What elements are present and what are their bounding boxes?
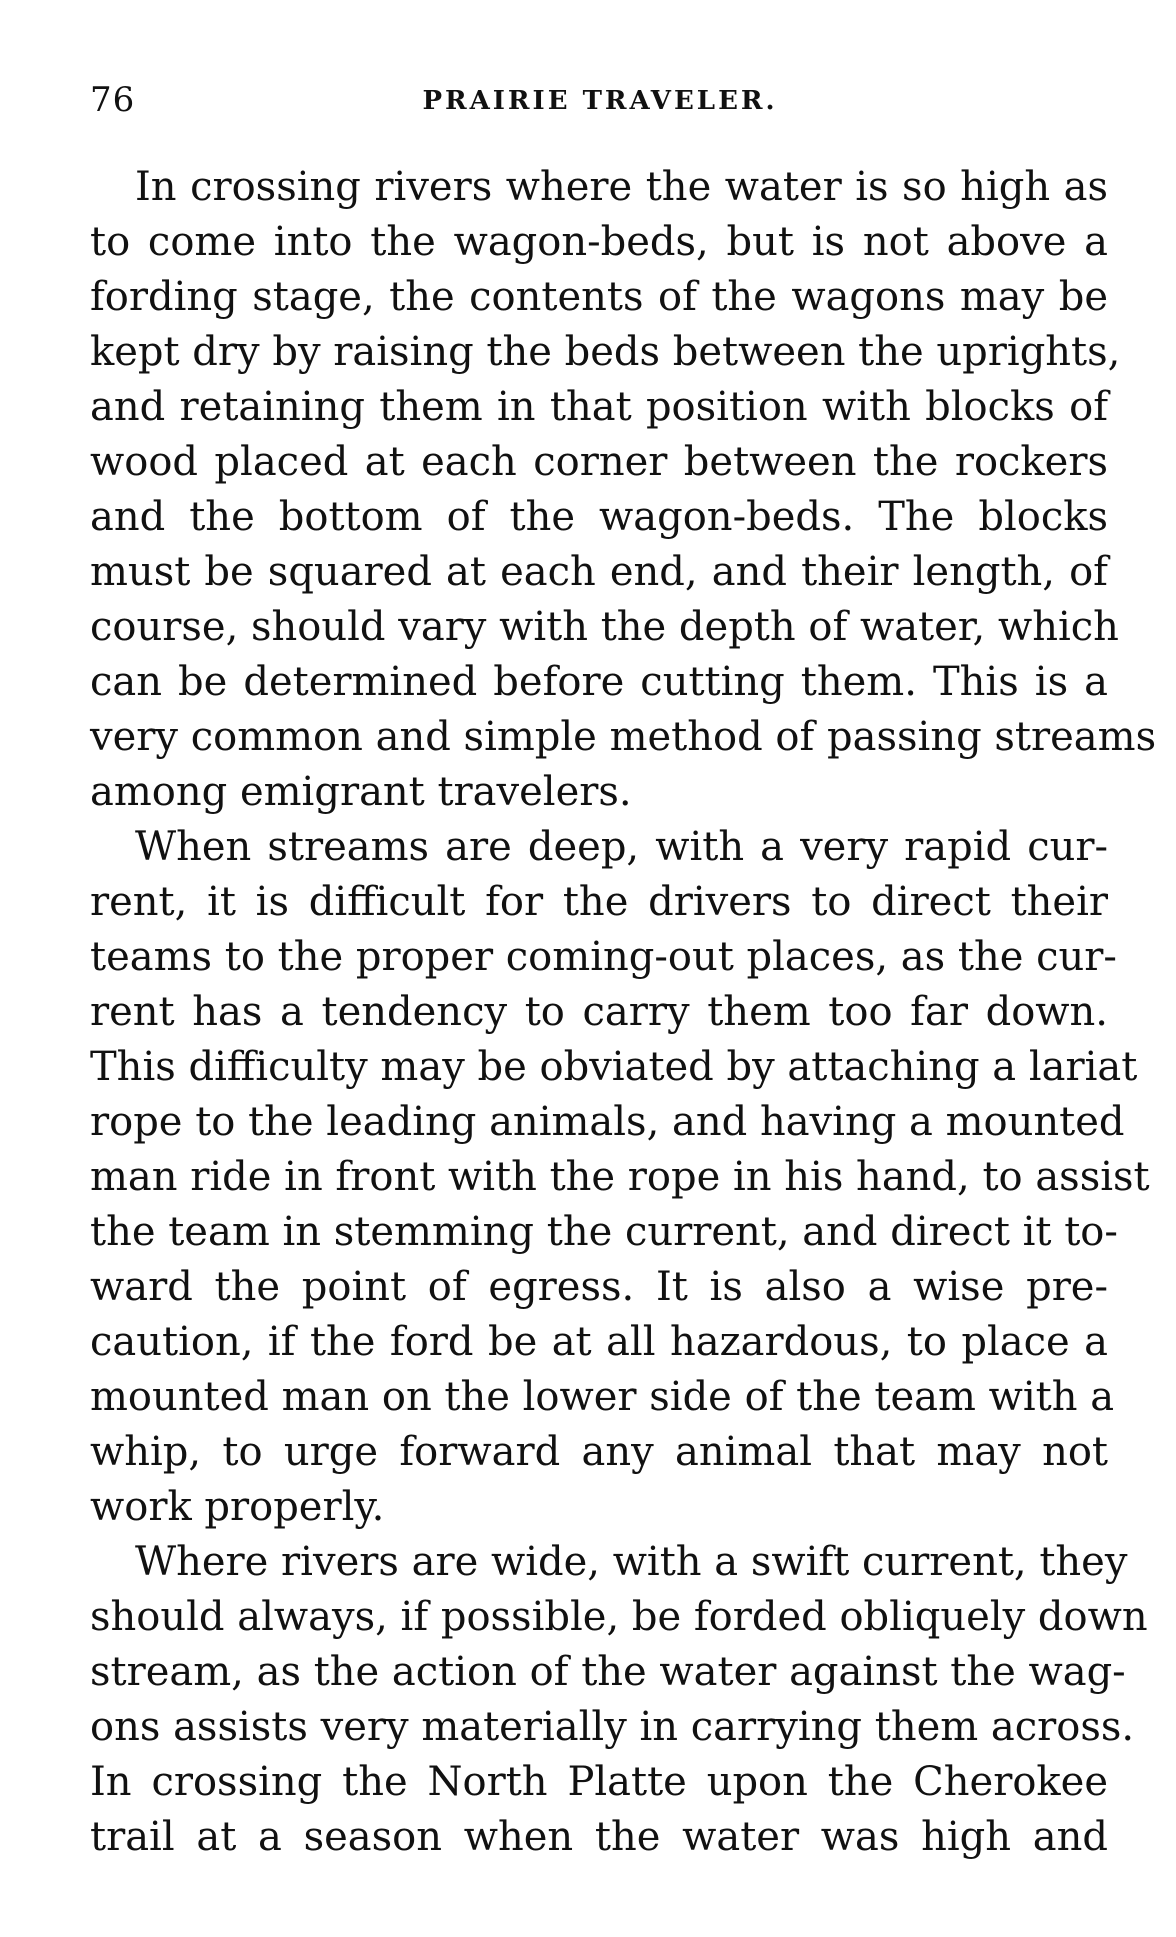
text-line: kept dry by raising the beds between the uprights, (90, 329, 1121, 375)
text-line: among emigrant travelers. (90, 769, 632, 815)
text-line: to come into the wagon-beds, but is not above a (90, 219, 1108, 265)
text-line: course, should vary with the depth of water, which (90, 604, 1119, 650)
text-line: can be determined before cutting them. This is a (90, 659, 1108, 705)
paragraph-1 (90, 160, 1157, 820)
text-line: This difficulty may be obviated by attaching a lariat (90, 1044, 1138, 1090)
text-line: whip, to urge forward any animal that may not (90, 1429, 1108, 1475)
text-line: rent has a tendency to carry them too far down. (90, 989, 1108, 1035)
text-line: should always, if possible, be forded obliquely down (90, 1594, 1148, 1640)
text-line: In crossing rivers where the water is so high as (135, 164, 1108, 210)
text-line: ons assists very materially in carrying them across. (90, 1704, 1135, 1750)
text-line: stream, as the action of the water against the wag- (90, 1649, 1126, 1695)
text-line: In crossing the North Platte upon the Cherokee (90, 1759, 1108, 1805)
text-line: When streams are deep, with a very rapid cur- (135, 824, 1108, 870)
paragraph-2 (90, 820, 1150, 1535)
text-line: very common and simple method of passing streams (90, 714, 1157, 760)
text-line: wood placed at each corner between the rockers (90, 439, 1108, 485)
page-header (90, 80, 1110, 130)
text-line: work properly. (90, 1484, 385, 1530)
body-text (90, 160, 1157, 1865)
text-line: ward the point of egress. It is also a wise pre- (90, 1264, 1108, 1310)
text-line: caution, if the ford be at all hazardous, to place a (90, 1319, 1108, 1365)
text-line: man ride in front with the rope in his hand, to assist (90, 1154, 1150, 1200)
text-line: rope to the leading animals, and having a mounted (90, 1099, 1125, 1145)
text-line: trail at a season when the water was high and (90, 1814, 1108, 1860)
running-head: PRAIRIE TRAVELER. (422, 86, 778, 116)
page-number: 76 (90, 80, 136, 120)
text-line: teams to the proper coming-out places, as the cur- (90, 934, 1117, 980)
text-line: the team in stemming the current, and direct it to- (90, 1209, 1118, 1255)
text-line: must be squared at each end, and their length, of (90, 549, 1108, 595)
text-line: rent, it is difficult for the drivers to direct their (90, 879, 1108, 925)
text-line: Where rivers are wide, with a swift current, they (135, 1539, 1128, 1585)
paragraph-3 (90, 1535, 1148, 1865)
text-line: and retaining them in that position with blocks of (90, 384, 1108, 430)
text-line: fording stage, the contents of the wagons may be (90, 274, 1108, 320)
text-line: and the bottom of the wagon-beds. The blocks (90, 494, 1108, 540)
text-line: mounted man on the lower side of the team with a (90, 1374, 1115, 1420)
